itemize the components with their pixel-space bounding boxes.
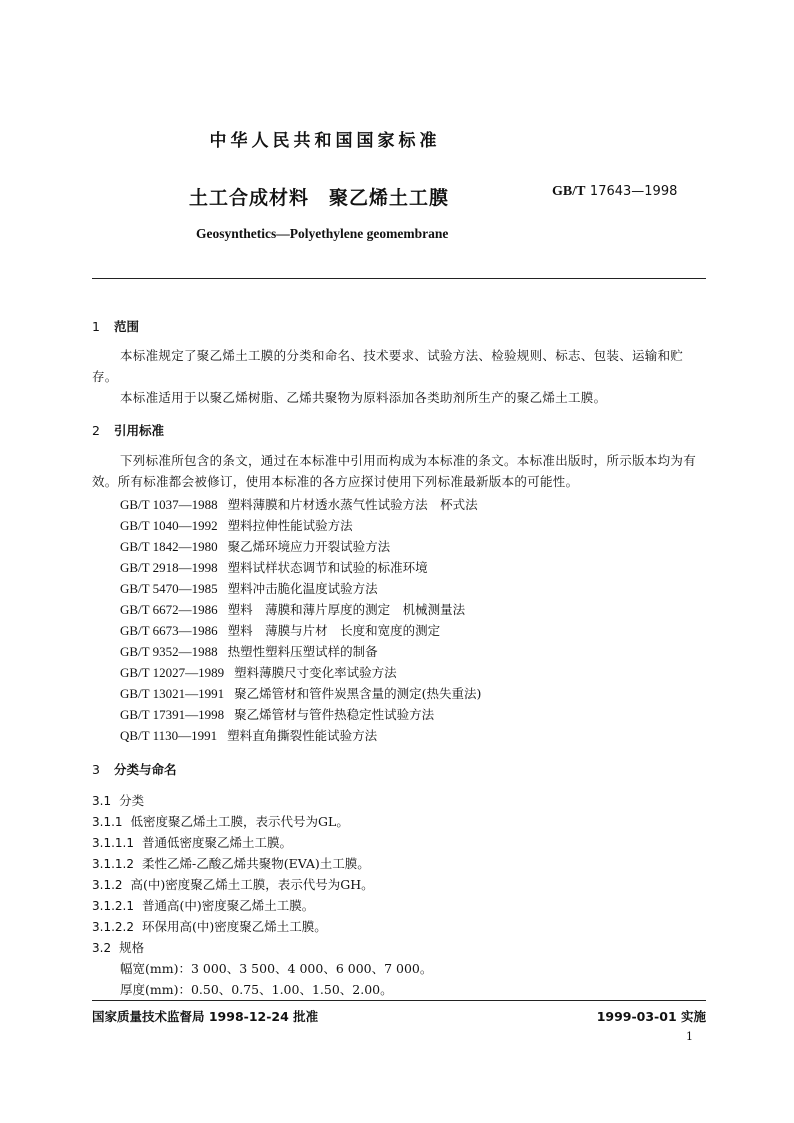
clause-text: 环保用高(中)密度聚乙烯土工膜。 — [141, 919, 327, 934]
header-divider — [92, 278, 706, 279]
clause-number: 3.2 — [92, 941, 112, 955]
reference-title: 聚乙烯环境应力开裂试验方法 — [227, 539, 391, 554]
reference-title: 塑料冲击脆化温度试验方法 — [227, 581, 378, 596]
clause-text: 规格 — [119, 940, 145, 955]
reference-code: GB/T 12027—1989 — [120, 665, 225, 680]
country-standard-heading: 中华人民共和国国家标准 — [209, 131, 441, 151]
reference-item — [120, 495, 478, 513]
reference-title: 塑料 薄膜与片材 长度和宽度的测定 — [227, 623, 441, 638]
reference-title: 塑料试样状态调节和试验的标准环境 — [227, 560, 428, 575]
thickness-spec: 厚度(mm)：0.50、0.75、1.00、1.50、2.00。 — [120, 982, 393, 997]
reference-code: GB/T 9352—1988 — [120, 644, 218, 659]
reference-item — [120, 600, 465, 618]
reference-code: GB/T 2918—1998 — [120, 560, 218, 575]
reference-code: GB/T 17391—1998 — [120, 707, 225, 722]
reference-item — [120, 516, 353, 534]
reference-code: GB/T 6672—1986 — [120, 602, 218, 617]
section-2-heading: 2 引用标准 — [92, 423, 165, 438]
reference-title: 塑料薄膜和片材透水蒸气性试验方法 杯式法 — [227, 497, 478, 512]
reference-code: GB/T 1842—1980 — [120, 539, 218, 554]
reference-item — [120, 705, 434, 723]
reference-code: GB/T 6673—1986 — [120, 623, 218, 638]
reference-title: 塑料拉伸性能试验方法 — [227, 518, 353, 533]
english-title: Geosynthetics—Polyethylene geomembrane — [196, 226, 449, 241]
reference-code: GB/T 5470—1985 — [120, 581, 218, 596]
reference-item — [120, 663, 397, 681]
document-title: 土工合成材料 聚乙烯土工膜 — [189, 187, 450, 209]
clause-item — [92, 812, 349, 830]
clause-item — [92, 917, 327, 935]
clause-number: 3.1.2.1 — [92, 899, 134, 913]
reference-title: 聚乙烯管材和管件炭黑含量的测定(热失重法) — [234, 686, 482, 701]
effective-date: 1999-03-01 实施 — [596, 1009, 706, 1024]
clause-item — [92, 833, 292, 851]
reference-title: 聚乙烯管材与管件热稳定性试验方法 — [234, 707, 435, 722]
clause-text: 普通低密度聚乙烯土工膜。 — [141, 835, 292, 850]
clause-text: 高(中)密度聚乙烯土工膜，表示代号为GH。 — [130, 877, 374, 892]
clause-item — [92, 791, 144, 809]
reference-item — [120, 537, 390, 555]
clause-item — [92, 938, 144, 956]
reference-code: GB/T 13021—1991 — [120, 686, 225, 701]
reference-code: GB/T 1037—1988 — [120, 497, 218, 512]
section-1-paragraph-1: 本标准规定了聚乙烯土工膜的分类和命名、技术要求、试验方法、检验规则、标志、包装、运输和贮存。 — [92, 348, 684, 384]
reference-item — [120, 579, 378, 597]
section-1-heading: 1 范围 — [92, 319, 140, 334]
approval-line: 国家质量技术监督局 1998-12-24 批准 — [92, 1009, 319, 1024]
clause-number: 3.1.1 — [92, 815, 123, 829]
clause-text: 分类 — [119, 793, 145, 808]
reference-item — [120, 726, 377, 744]
reference-item — [120, 642, 378, 660]
reference-item — [120, 558, 428, 576]
reference-item — [120, 684, 481, 702]
footer-divider — [92, 1000, 706, 1001]
clause-text: 柔性乙烯-乙酸乙烯共聚物(EVA)土工膜。 — [141, 856, 370, 871]
standard-code: 17643—1998 — [589, 184, 678, 199]
reference-title: 塑料薄膜尺寸变化率试验方法 — [234, 665, 397, 680]
clause-number: 3.1.1.2 — [92, 857, 134, 871]
section-2-paragraph: 下列标准所包含的条文，通过在本标准中引用而构成为本标准的条文。本标准出版时，所示版本均为有效。所有标准都会被修订，使用本标准的各方应探讨使用下列标准最新版本的可能性。 — [92, 453, 697, 489]
clause-item — [92, 854, 370, 872]
clause-number: 3.1.2.2 — [92, 920, 134, 934]
standard-number — [552, 183, 677, 200]
clause-text: 普通高(中)密度聚乙烯土工膜。 — [141, 898, 315, 913]
clause-text: 低密度聚乙烯土工膜，表示代号为GL。 — [130, 814, 349, 829]
reference-title: 塑料直角撕裂性能试验方法 — [227, 728, 378, 743]
clause-number: 3.1.1.1 — [92, 836, 134, 850]
clause-item — [92, 896, 314, 914]
standard-prefix: GB/T — [552, 184, 586, 199]
page-number: 1 — [686, 1030, 693, 1043]
clause-item — [92, 875, 374, 893]
clause-number: 3.1.2 — [92, 878, 123, 892]
reference-item — [120, 621, 440, 639]
width-spec: 幅宽(mm)：3 000、3 500、4 000、6 000、7 000。 — [120, 961, 433, 976]
reference-title: 热塑性塑料压塑试样的制备 — [227, 644, 378, 659]
section-3-heading: 3 分类与命名 — [92, 762, 177, 777]
clause-number: 3.1 — [92, 794, 112, 808]
section-1-paragraph-2: 本标准适用于以聚乙烯树脂、乙烯共聚物为原料添加各类助剂所生产的聚乙烯土工膜。 — [120, 390, 607, 405]
reference-code: GB/T 1040—1992 — [120, 518, 218, 533]
reference-code: QB/T 1130—1991 — [120, 728, 218, 743]
reference-title: 塑料 薄膜和薄片厚度的测定 机械测量法 — [227, 602, 466, 617]
